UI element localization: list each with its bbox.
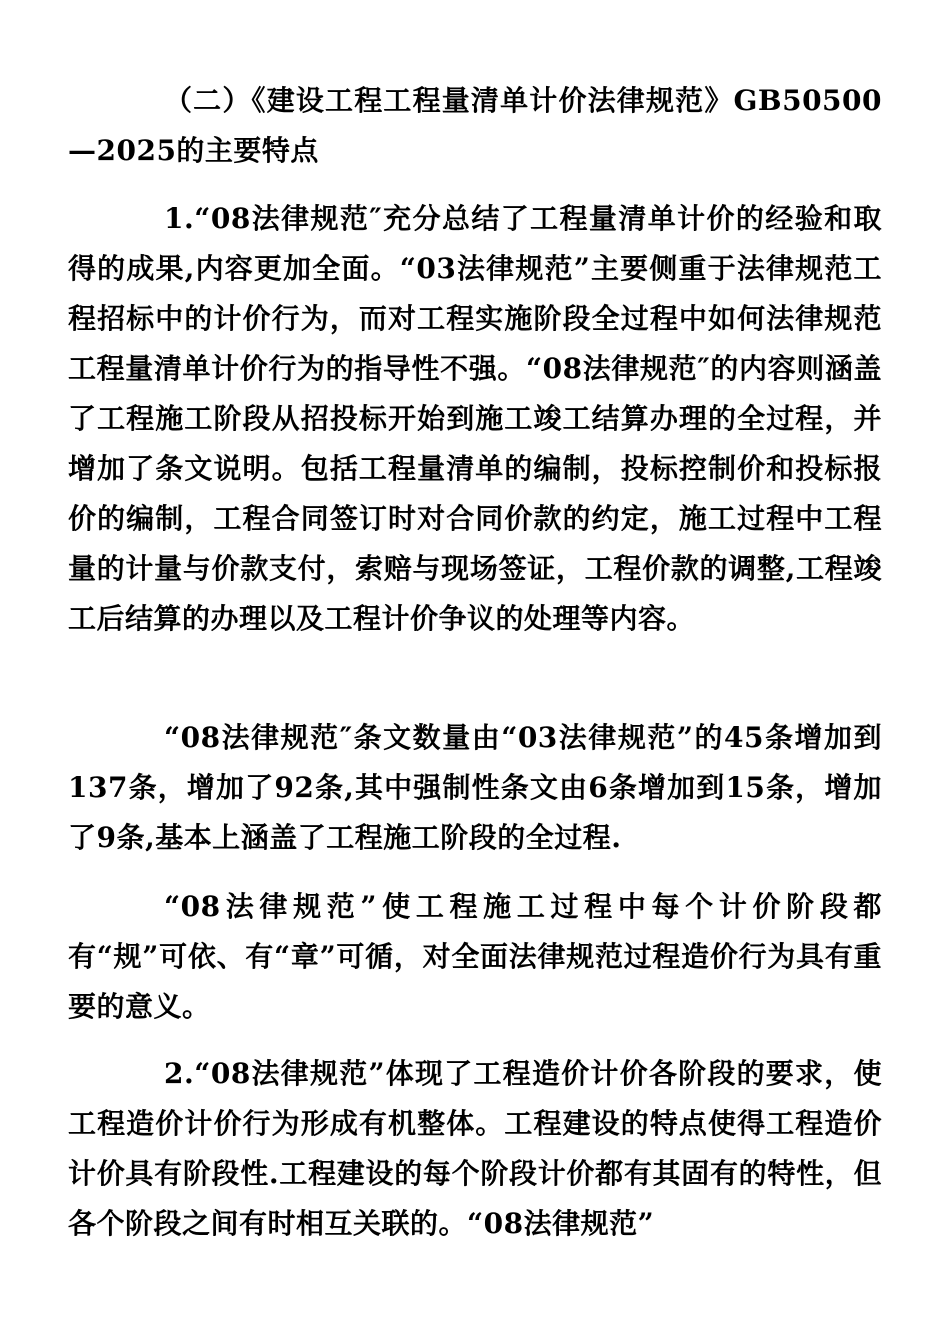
paragraph: 1.“08法律规范″充分总结了工程量清单计价的经验和取得的成果,内容更加全面。“03法律规范”主要侧重于法律规范工程招标中的计价行为，而对工程实施阶段全过程中如何法律规范工程量清单计价行为的指导性不强。“08法律规范″的内容则涵盖了工程施工阶段从招投标开始到施工竣工结算办理的全过程，并增加了条文说明。包括工程量清单的编制，投标控制价和投标报价的编制，工程合同签订时对合同价款的约定，施工过程中工程量的计量与价款支付，索赔与现场签证，工程价款的调整,工程竣工后结算的办理以及工程计价争议的处理等内容。 [68,202,882,635]
section-heading: （二）《建设工程工程量清单计价法律规范》GB50500—2025的主要特点 [68,84,882,167]
paragraph: “08法律规范”使工程施工过程中每个计价阶段都有“规”可依、有“章”可循，对全面法律规范过程造价行为具有重要的意义。 [68,890,882,1023]
paragraph: 2.“08法律规范”体现了工程造价计价各阶段的要求，使工程造价计价行为形成有机整体。工程建设的特点使得工程造价计价具有阶段性.工程建设的每个阶段计价都有其固有的特性，但各个阶段之间有时相互关联的。“08法律规范” [68,1057,882,1240]
paragraph: “08法律规范″条文数量由“03法律规范”的45条增加到137条，增加了92条,其中强制性条文由6条增加到15条，增加了9条,基本上涵盖了工程施工阶段的全过程. [68,721,882,854]
